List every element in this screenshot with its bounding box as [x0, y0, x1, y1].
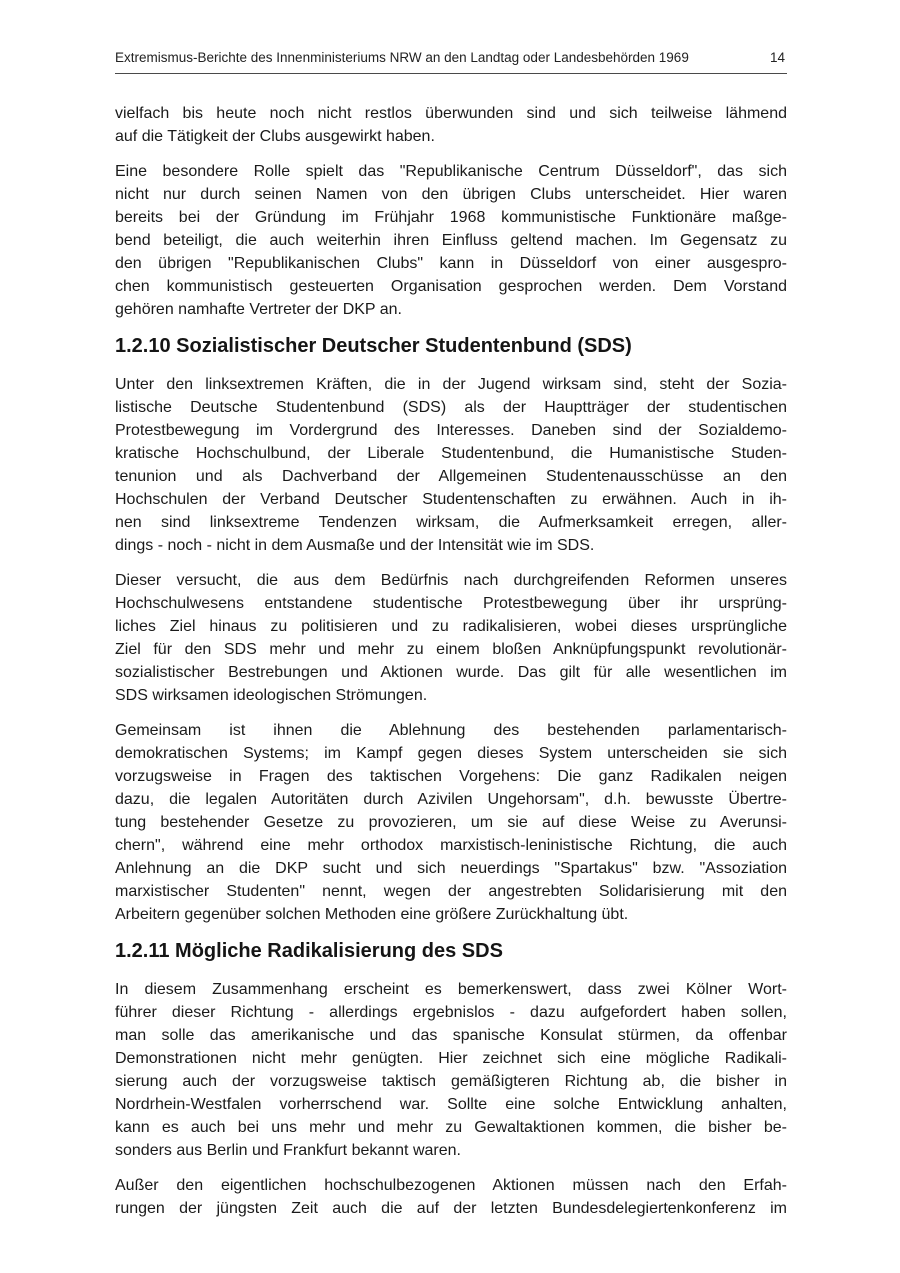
section-heading: 1.2.10 Sozialistischer Deutscher Studentenbund (SDS)	[115, 335, 632, 357]
document-content	[115, 102, 787, 1232]
paragraph	[115, 160, 787, 321]
text-line: führer dieser Richtung - allerdings ergebnislos - dazu aufgefordert haben sollen,	[115, 1004, 787, 1021]
text-line: Gemeinsam ist ihnen die Ablehnung des bestehenden parlamentarisch-	[115, 722, 787, 739]
text-line: Hochschulwesens entstandene studentische Protestbewegung über ihr ursprüng-	[115, 595, 787, 612]
text-line: Anlehnung an die DKP sucht und sich neuerdings "Spartakus" bzw. "Assoziation	[115, 860, 787, 877]
text-line: rungen der jüngsten Zeit auch die auf der letzten Bundesdelegiertenkonferenz im	[115, 1200, 787, 1217]
text-line: liches Ziel hinaus zu politisieren und zu radikalisieren, wobei dieses ursprüngliche	[115, 618, 787, 635]
text-line: marxistischer Studenten" nennt, wegen der angestrebten Solidarisierung mit den	[115, 883, 787, 900]
text-line: Dieser versucht, die aus dem Bedürfnis nach durchgreifenden Reformen unseres	[115, 572, 787, 589]
text-line: nen sind linksextreme Tendenzen wirksam, die Aufmerksamkeit erregen, aller-	[115, 514, 787, 531]
text-line: Unter den linksextremen Kräften, die in der Jugend wirksam sind, steht der Sozia-	[115, 376, 787, 393]
text-line: Hochschulen der Verband Deutscher Studentenschaften zu erwähnen. Auch in ih-	[115, 491, 787, 508]
text-line: sozialistischer Bestrebungen und Aktionen wurde. Das gilt für alle wesentlichen im	[115, 664, 787, 681]
text-line: chern", während eine mehr orthodox marxistisch-leninistische Richtung, die auch	[115, 837, 787, 854]
text-line: auf die Tätigkeit der Clubs ausgewirkt haben.	[115, 128, 435, 145]
text-line: Außer den eigentlichen hochschulbezogenen Aktionen müssen nach den Erfah-	[115, 1177, 787, 1194]
text-line: Nordrhein-Westfalen vorherrschend war. Sollte eine solche Entwicklung anhalten,	[115, 1096, 787, 1113]
paragraph	[115, 102, 787, 148]
paragraph	[115, 978, 787, 1162]
text-line: sierung auch der vorzugsweise taktisch gemäßigteren Richtung ab, die bisher in	[115, 1073, 787, 1090]
page-number: 14	[769, 50, 785, 65]
text-line: Arbeitern gegenüber solchen Methoden eine größere Zurückhaltung übt.	[115, 906, 629, 923]
text-line: dazu, die legalen Autoritäten durch Azivilen Ungehorsam", d.h. bewusste Übertre-	[115, 791, 787, 808]
text-line: Demonstrationen nicht mehr genügten. Hier zeichnet sich eine mögliche Radikali-	[115, 1050, 787, 1067]
paragraph	[115, 569, 787, 707]
text-line: demokratischen Systems; im Kampf gegen dieses System unterscheiden sie sich	[115, 745, 787, 762]
text-line: vorzugsweise in Fragen des taktischen Vorgehens: Die ganz Radikalen neigen	[115, 768, 787, 785]
text-line: kann es auch bei uns mehr und mehr zu Gewaltaktionen kommen, die bisher be-	[115, 1119, 787, 1136]
text-line: tung bestehender Gesetze zu provozieren, um sie auf diese Weise zu Averunsi-	[115, 814, 787, 831]
text-line: chen kommunistisch gesteuerten Organisation gesprochen werden. Dem Vorstand	[115, 278, 787, 295]
text-line: Protestbewegung im Vordergrund des Interesses. Daneben sind der Sozialdemo-	[115, 422, 787, 439]
text-line: dings - noch - nicht in dem Ausmaße und der Intensität wie im SDS.	[115, 537, 595, 554]
paragraph	[115, 719, 787, 926]
section-heading: 1.2.11 Mögliche Radikalisierung des SDS	[115, 940, 503, 962]
text-line: den übrigen "Republikanischen Clubs" kann in Düsseldorf von einer ausgespro-	[115, 255, 787, 272]
paragraph	[115, 1174, 787, 1220]
text-line: In diesem Zusammenhang erscheint es bemerkenswert, dass zwei Kölner Wort-	[115, 981, 787, 998]
text-line: gehören namhafte Vertreter der DKP an.	[115, 301, 402, 318]
paragraph	[115, 373, 787, 557]
page-header	[115, 50, 787, 74]
text-line: tenunion und als Dachverband der Allgemeinen Studentenausschüsse an den	[115, 468, 787, 485]
text-line: Ziel für den SDS mehr und mehr zu einem bloßen Anknüpfungspunkt revolutionär-	[115, 641, 787, 658]
text-line: Eine besondere Rolle spielt das "Republikanische Centrum Düsseldorf", das sich	[115, 163, 787, 180]
text-line: SDS wirksamen ideologischen Strömungen.	[115, 687, 428, 704]
text-line: bereits bei der Gründung im Frühjahr 1968 kommunistische Funktionäre maßge-	[115, 209, 787, 226]
text-line: man solle das amerikanische und das spanische Konsulat stürmen, da offenbar	[115, 1027, 787, 1044]
text-line: sonders aus Berlin und Frankfurt bekannt waren.	[115, 1142, 461, 1159]
running-header-title: Extremismus-Berichte des Innenministeriums NRW an den Landtag oder Landesbehörden 1969	[115, 50, 689, 65]
text-line: kratische Hochschulbund, der Liberale Studentenbund, die Humanistische Studen-	[115, 445, 787, 462]
text-line: nicht nur durch seinen Namen von den übrigen Clubs unterscheidet. Hier waren	[115, 186, 787, 203]
text-line: listische Deutsche Studentenbund (SDS) als der Hauptträger der studentischen	[115, 399, 787, 416]
text-line: bend beteiligt, die auch weiterhin ihren Einfluss geltend machen. Im Gegensatz zu	[115, 232, 787, 249]
text-line: vielfach bis heute noch nicht restlos überwunden sind und sich teilweise lähmend	[115, 105, 787, 122]
